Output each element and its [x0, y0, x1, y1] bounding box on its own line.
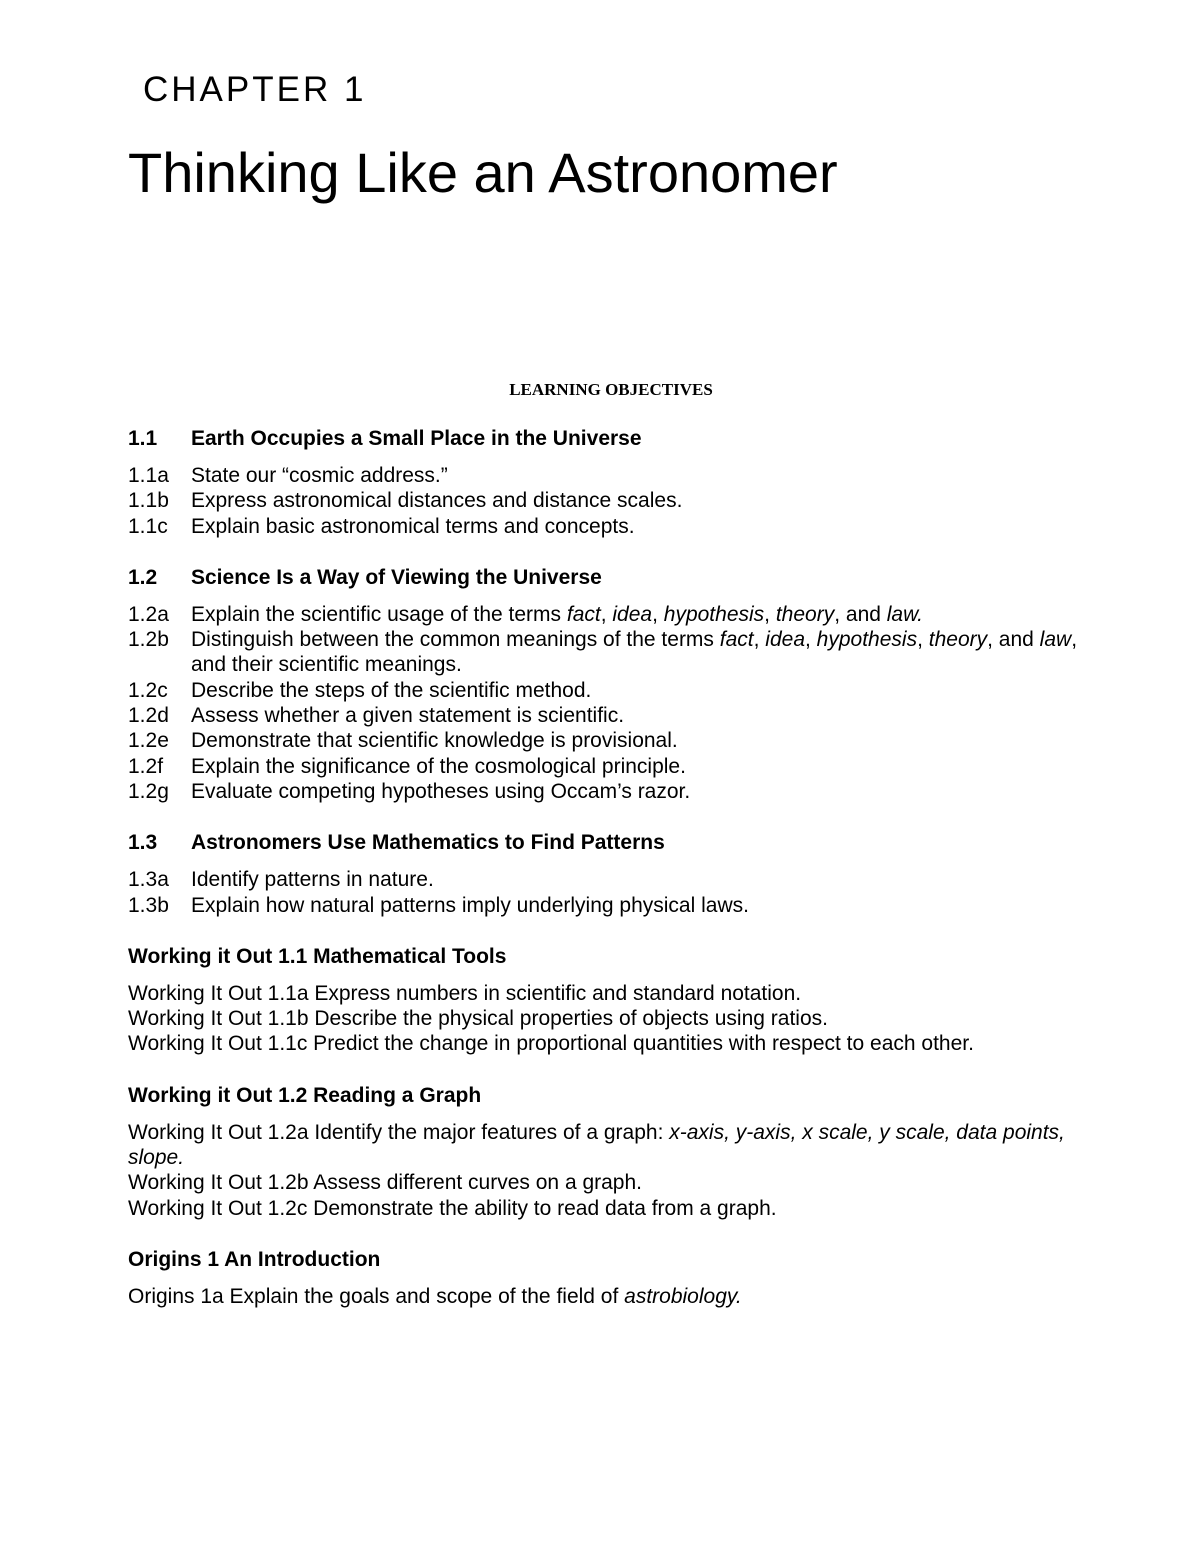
objective-item	[128, 893, 1088, 918]
objective-text: State our “cosmic address.”	[191, 464, 448, 487]
objective-item	[128, 514, 1088, 539]
objective-id: 1.1b	[128, 489, 169, 513]
origins-heading: Origins 1 An Introduction	[128, 1247, 381, 1271]
section-title: Earth Occupies a Small Place in the Universe	[191, 427, 642, 450]
objective-id: 1.2d	[128, 704, 169, 728]
objective-text: Explain how natural patterns imply underlying physical laws.	[191, 893, 749, 917]
section-number: 1.2	[128, 565, 158, 589]
objective-text: Describe the steps of the scientific method.	[191, 678, 592, 702]
objective-text: Explain basic astronomical terms and concepts.	[191, 514, 635, 538]
learning-objectives-heading: LEARNING OBJECTIVES	[509, 380, 713, 399]
working-it-out-item: Working It Out 1.2a Identify the major features of a graph: x-axis, y-axis, x scale, y scale, data points, slope.	[128, 1120, 1065, 1170]
objective-text: Express astronomical distances and distance scales.	[191, 489, 683, 513]
objective-id: 1.2e	[128, 729, 169, 753]
objective-id: 1.3a	[128, 868, 169, 892]
objective-list	[128, 463, 1088, 539]
working-it-out-item: Working It Out 1.1c Predict the change in proportional quantities with respect to each other.	[128, 1032, 974, 1056]
objective-text: Explain the scientific usage of the terms fact, idea, hypothesis, theory, and law.	[191, 602, 923, 626]
objectives-content	[128, 425, 1088, 1334]
objective-text: Evaluate competing hypotheses using Occam’s razor.	[191, 779, 691, 803]
objective-item	[128, 867, 1088, 892]
objective-text: Identify patterns in nature.	[191, 868, 434, 892]
objective-item	[128, 728, 1088, 753]
working-it-out-1-heading: Working it Out 1.1 Mathematical Tools	[128, 944, 507, 968]
working-it-out-item: Working It Out 1.2b Assess different curves on a graph.	[128, 1171, 642, 1195]
chapter-label: CHAPTER 1	[143, 70, 367, 109]
working-it-out-item: Working It Out 1.2c Demonstrate the ability to read data from a graph.	[128, 1196, 777, 1220]
section-title: Astronomers Use Mathematics to Find Patterns	[191, 831, 665, 855]
objective-list	[128, 602, 1088, 804]
objective-text: Assess whether a given statement is scientific.	[191, 704, 625, 728]
objective-id: 1.2f	[128, 754, 164, 778]
objective-id: 1.3b	[128, 893, 169, 917]
objective-list	[128, 867, 1088, 918]
objective-id: 1.2a	[128, 602, 169, 626]
objective-id: 1.1a	[128, 464, 169, 487]
section-title: Science Is a Way of Viewing the Universe	[191, 565, 602, 589]
working-it-out-item: Working It Out 1.1a Express numbers in scientific and standard notation.	[128, 981, 802, 1005]
objective-item	[128, 703, 1088, 728]
objective-item	[128, 463, 1088, 488]
objective-text: Distinguish between the common meanings of the terms fact, idea, hypothesis, theory, and law, and their scientific meanings.	[191, 628, 1078, 677]
section-heading	[128, 564, 1088, 591]
objective-id: 1.1c	[128, 514, 168, 538]
objective-text: Demonstrate that scientific knowledge is provisional.	[191, 729, 678, 753]
origins-item: Origins 1a Explain the goals and scope of the field of astrobiology.	[128, 1284, 742, 1308]
origins-list	[128, 1284, 1088, 1309]
objective-item	[128, 678, 1088, 703]
objective-item	[128, 602, 1088, 627]
working-it-out-2-heading: Working it Out 1.2 Reading a Graph	[128, 1083, 482, 1107]
chapter-title: Thinking Like an Astronomer	[128, 141, 838, 204]
working-it-out-2-list	[128, 1120, 1088, 1221]
section-number: 1.1	[128, 427, 158, 450]
objective-id: 1.2g	[128, 779, 169, 803]
section-number: 1.3	[128, 831, 158, 855]
objective-item	[128, 779, 1088, 804]
objective-id: 1.2b	[128, 628, 169, 652]
section-heading	[128, 425, 1088, 452]
objective-id: 1.2c	[128, 678, 168, 702]
objective-item	[128, 488, 1088, 513]
working-it-out-1-list	[128, 981, 1088, 1057]
objective-item	[128, 754, 1088, 779]
objective-text: Explain the significance of the cosmological principle.	[191, 754, 686, 778]
working-it-out-item: Working It Out 1.1b Describe the physical properties of objects using ratios.	[128, 1007, 828, 1031]
objective-item	[128, 627, 1088, 678]
section-heading	[128, 829, 1088, 856]
